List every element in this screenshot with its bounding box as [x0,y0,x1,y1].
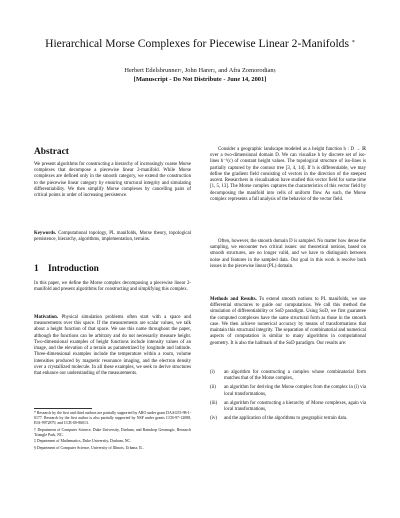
author-3: and Afra Zomorodian [218,67,274,74]
list-item-label: (i) [210,370,215,375]
list-item-label: (iii) [210,400,218,406]
methods-label: Methods and Results. [210,297,257,302]
list-item-text: an algorithm for constructing a hierarchy of Morse complexes, again via local transformations, [224,400,366,413]
intro-paragraph: In this paper, we define the Morse complex decomposing a piecewise linear 2-manifold and present algorithms for constructing and simplifying this complex. [34,281,191,293]
abstract-text: We present algorithms for constructing a hierarchy of increasingly coarse Morse complexes that decompose a piecewise linear 2-manifold. While Morse complexes are defined only in the smooth category, we extend the construction to the piecewise linear category by ensuring structural integrity and simulating differentiability. We then simplify Morse complexes by cancelling pairs of critical points in order of increasing persistence. [34,162,191,199]
list-item-text: and the application of the algorithms to geographic terrain data. [224,416,348,422]
section-number: 1 [34,264,39,274]
abstract-section [34,147,191,199]
keywords-label: Keywords. [34,231,57,236]
right-paragraph-2 [210,239,366,270]
motivation-paragraph [34,315,191,377]
list-item-text: an algorithm for deriving the Morse complex from the complex in (i) via local transformations, [224,385,366,397]
keywords-section [34,231,191,243]
author-2: John Harer [184,67,214,74]
footnote-rule [34,408,92,409]
footnote-2: † Department of Computer Science, Duke University, Durham, and Raindrop Geomagic, Research Triangle Park, NC. [34,427,191,437]
keywords-text: Computational topology, PL manifolds, Morse theory, topological persistence, hierarchy, algorithms, implementation, terrains. [34,231,191,243]
list-item [210,385,366,397]
introduction-section [34,264,191,293]
results-list [210,370,366,426]
footnote-1: * Research by the first and third authors are partially supported by ARO under grant DAAG55-98-1-0177. Research by the first author is also partially supported by NSF under grants CCR-97-12088, EIA-9972879, and CCR-00-86013. [34,411,191,426]
manuscript-notice: [Manuscript - Do Not Distribute - June 14, 2001] [133,76,267,83]
author-line: Herbert Edelsbrunner†, John Harer‡, and Afra Zomorodian§ [124,67,276,74]
author-2-mark: ‡ [213,68,216,73]
author-1-mark: † [179,68,182,73]
title-footnote-mark: * [351,40,355,46]
footnotes [34,411,191,452]
paper-title [20,37,380,51]
list-item [210,401,366,413]
footnote-3: ‡ Department of Mathematics, Duke University, Durham, NC. [34,439,132,444]
methods-paragraph [210,297,366,347]
author-3-mark: § [273,68,276,73]
abstract-heading: Abstract [34,147,69,157]
author-1: Herbert Edelsbrunner [124,67,180,74]
list-item-text: an algorithm for constructing a complex whose combinatorial form matches that of the Morse complex, [224,370,366,382]
footnote-4: § Department of Computer Science, University of Illinois, Urbana, IL. [34,445,144,450]
list-item [210,416,366,422]
introduction-heading [34,264,191,275]
methods-text: To extend smooth notions to PL manifolds, we use differential structures to guide our computations. We call this method the simulation of differentiability or SoD paradigm. Using SoD, we first guarantee the computed complexes have the same structural form as those in the smooth case. We then achieve numerical accuracy by means of transformations that maintain this structural integrity. The separation of combinatorial and numerical aspects of computation is similar to many algorithms in computational geometry. It is also the hallmark of the SoD paradigm. Our results are: [210,297,366,346]
section-title: Introduction [48,264,99,274]
right-text-1: Consider a geographic landscape modeled as a height function h : D → ℝ over a two-dimensional domain D. We can visualize h by discrete set of iso-lines h⁻¹(c) of constant height values. The topological structure of iso-lines is partially captured by the contour tree [3, 4, 14]. If h is differentiable, we may define the gradient field consisting of vectors in the direction of the steepest ascent. Researchers in visualization have studied this vector field for some time [1, 5, 13]. The Morse complex captures the characteristics of this vector field by decomposing the manifold into cells of uniform flow. As such, the Morse complex represents a full analysis of the behavior of the vector field. [210,147,366,202]
list-item-label: (ii) [210,385,216,391]
motivation-text: Physical simulation problems often start with a space and measurements over this space. If the measurements are scalar values, we talk about a height function of that space. We use this name throughout the paper, although the functions can be arbitrary and do not necessarily measure height. Two-dimensional examples of height functions include intensity values of an image, and the elevation of a terrain as parametrized by longitude and latitude. Three-dimensional examples include the temperature within a room, volume intensities produced by magnetic resonance imaging, and the electron density over a crystallized molecule. In all these examples, we seek to derive structures that enhance our understanding of the measurements. [34,315,191,376]
title-text: Hierarchical Morse Complexes for Piecewise Linear 2-Manifolds [45,37,349,50]
list-item-label: (iv) [210,416,217,422]
list-item [210,370,366,382]
right-text-2: Often, however, the smooth domain D is sampled. No matter how dense the sampling, we encounter two critical issues: our theoretical notions, based on smooth structures, are no longer valid, and we have to distinguish between noise and features in the sampled data. Our goal in this work is resolve both issues in the piecewise linear (PL) domain. [210,239,366,269]
right-paragraph-1 [210,147,366,203]
motivation-label: Motivation. [34,315,59,320]
